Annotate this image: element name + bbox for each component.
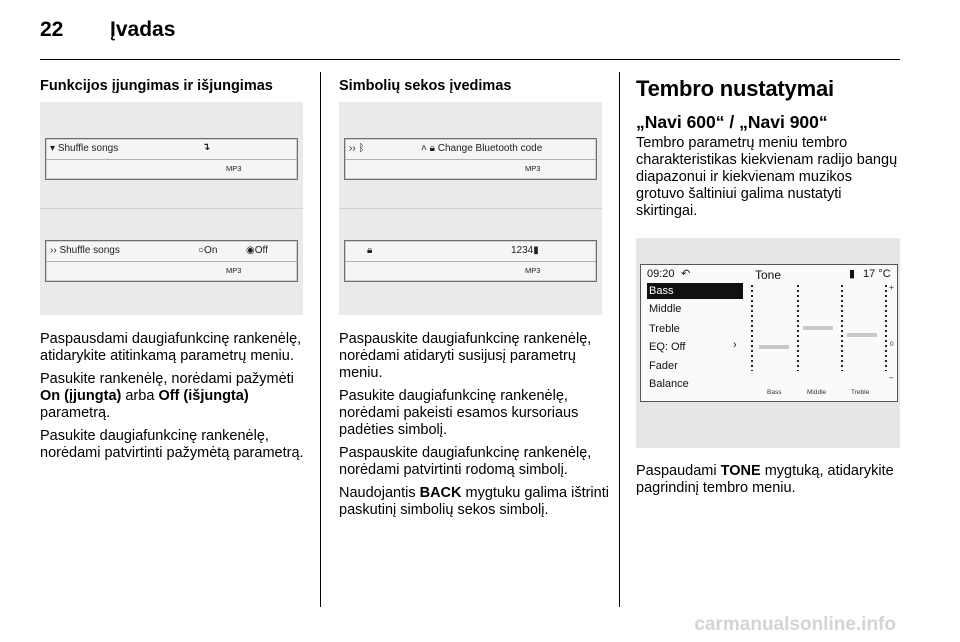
slider-track: [751, 285, 753, 371]
tone-display: [640, 264, 898, 402]
bold-term: Off (išjungta): [158, 388, 249, 404]
lock-icon: 🔒︎: [367, 245, 373, 256]
display-panel: [45, 138, 298, 180]
bold-term: On (įjungta): [40, 388, 122, 404]
panel-divider: [46, 261, 297, 262]
divider: [40, 208, 303, 209]
bold-term: BACK: [419, 485, 462, 501]
slider-label: Bass: [767, 389, 782, 396]
paragraph: Paspauskite daugiafunkcinę rankenėlę, norėdami atidaryti susijusį parametrų meniu.: [339, 331, 592, 381]
bold-term: TONE: [720, 463, 761, 479]
cursor-block-icon: ▮: [533, 245, 539, 256]
lock-icon: 🔒︎: [429, 143, 435, 154]
bluetooth-icon: ᛒ: [358, 143, 365, 154]
panel-divider: [345, 261, 596, 262]
scale-min: –: [889, 373, 894, 382]
paragraph: Naudojantis BACK mygtuku galima ištrinti paskutinį simbolių sekos simbolį.: [339, 485, 609, 518]
slider-track: [841, 285, 843, 371]
display-panel: [344, 138, 597, 180]
column-3: [636, 76, 900, 226]
paragraph: Pasukite rankenėlę, norėdami pažymėti On (įjungta) arba Off (išjungta) parametrą.: [40, 371, 294, 421]
section-heading: Tembro nustatymai: [636, 76, 834, 101]
column-separator: [619, 72, 620, 607]
panel-label: Shuffle songs: [59, 245, 120, 256]
page-number: 22: [40, 18, 64, 41]
source-tag: MP3: [525, 266, 541, 275]
divider: [339, 208, 602, 209]
paragraph: Paspauskite daugiafunkcinę rankenėlę, norėdami patvirtinti rodomą simbolį.: [339, 445, 592, 478]
source-tag: MP3: [226, 164, 242, 173]
panel-row: [349, 143, 364, 154]
option-on: ○On: [198, 245, 218, 256]
radio-empty-icon: ○: [198, 245, 205, 256]
column-2-body: [339, 331, 609, 525]
paragraph: Paspausdami daugiafunkcinę rankenėlę, atidarykite atitinkamą parametrų meniu.: [40, 331, 302, 364]
paragraph: Pasukite daugiafunkcinę rankenėlę, norėdami patvirtinti pažymėtą parametrą.: [40, 428, 304, 461]
column-2: [339, 78, 607, 94]
tone-menu-item[interactable]: Bass: [647, 283, 743, 299]
screen-title: Tone: [755, 268, 782, 282]
panel-divider: [46, 159, 297, 160]
scale-zero: 0: [890, 341, 894, 348]
paragraph: Tembro parametrų meniu tembro charakteristikas kiekvienam radijo bangų diapazonui ir kiekvienam muzikos grotuvo šaltiniui galima nustatyti skirtingai.: [636, 135, 898, 219]
slider-track: [885, 285, 887, 371]
back-icon: ↶: [681, 268, 691, 280]
panel-row: [50, 143, 118, 154]
tone-screenshot: [636, 238, 900, 448]
display-screenshot-toggle: [40, 102, 303, 315]
section-subheading: „Navi 600“ / „Navi 900“: [636, 112, 828, 132]
clock: 09:20: [647, 268, 675, 280]
double-chevron-icon: ››: [349, 143, 356, 154]
display-screenshot-code: [339, 102, 602, 315]
chevron-down-icon: ▾: [50, 143, 56, 154]
double-chevron-icon: ››: [50, 245, 57, 256]
return-arrow-icon: ↴: [202, 142, 211, 153]
panel-label: Shuffle songs: [57, 143, 119, 154]
caret-up-icon: ˄: [421, 143, 427, 154]
column-1: [40, 78, 308, 94]
display-panel: [45, 240, 298, 282]
middle-slider-handle[interactable]: [803, 326, 833, 330]
tone-menu-item[interactable]: Fader: [649, 360, 678, 372]
source-tag: MP3: [226, 266, 242, 275]
section-heading: Funkcijos įjungimas ir išjungimas: [40, 78, 273, 94]
tone-menu-item[interactable]: Balance: [649, 378, 689, 390]
phone-icon: ▮: [849, 268, 856, 280]
temperature: 17 °C: [863, 268, 891, 280]
tone-menu-item[interactable]: Treble: [649, 323, 680, 335]
column-3-body: [636, 463, 900, 503]
code-value: 1234▮: [511, 245, 539, 256]
scale-max: +: [889, 283, 894, 292]
option-off: ◉Off: [246, 245, 268, 256]
radio-selected-icon: ◉: [246, 245, 255, 256]
chevron-right-icon: ›: [733, 339, 737, 351]
watermark: carmanualsonline.info: [694, 614, 896, 635]
tone-menu-item[interactable]: EQ: Off: [649, 341, 686, 353]
paragraph: Paspaudami TONE mygtuką, atidarykite pagrindinį tembro meniu.: [636, 463, 894, 496]
slider-label: Treble: [851, 389, 870, 396]
slider-track: [797, 285, 799, 371]
panel-label: Change Bluetooth code: [437, 143, 543, 154]
header-rule: [40, 59, 900, 60]
page-title: Įvadas: [110, 18, 176, 41]
bass-slider-handle[interactable]: [759, 345, 789, 349]
panel-row: [421, 143, 542, 154]
treble-slider-handle[interactable]: [847, 333, 877, 337]
paragraph: Pasukite daugiafunkcinę rankenėlę, norėdami pakeisti esamos kursoriaus padėties simbolį.: [339, 388, 579, 438]
column-separator: [320, 72, 321, 607]
panel-divider: [345, 159, 596, 160]
display-panel: [344, 240, 597, 282]
panel-row: [50, 245, 120, 256]
column-1-body: [40, 331, 308, 468]
slider-label: Middle: [807, 389, 827, 396]
tone-menu-item[interactable]: Middle: [649, 303, 682, 315]
section-heading: Simbolių sekos įvedimas: [339, 78, 512, 94]
source-tag: MP3: [525, 164, 541, 173]
